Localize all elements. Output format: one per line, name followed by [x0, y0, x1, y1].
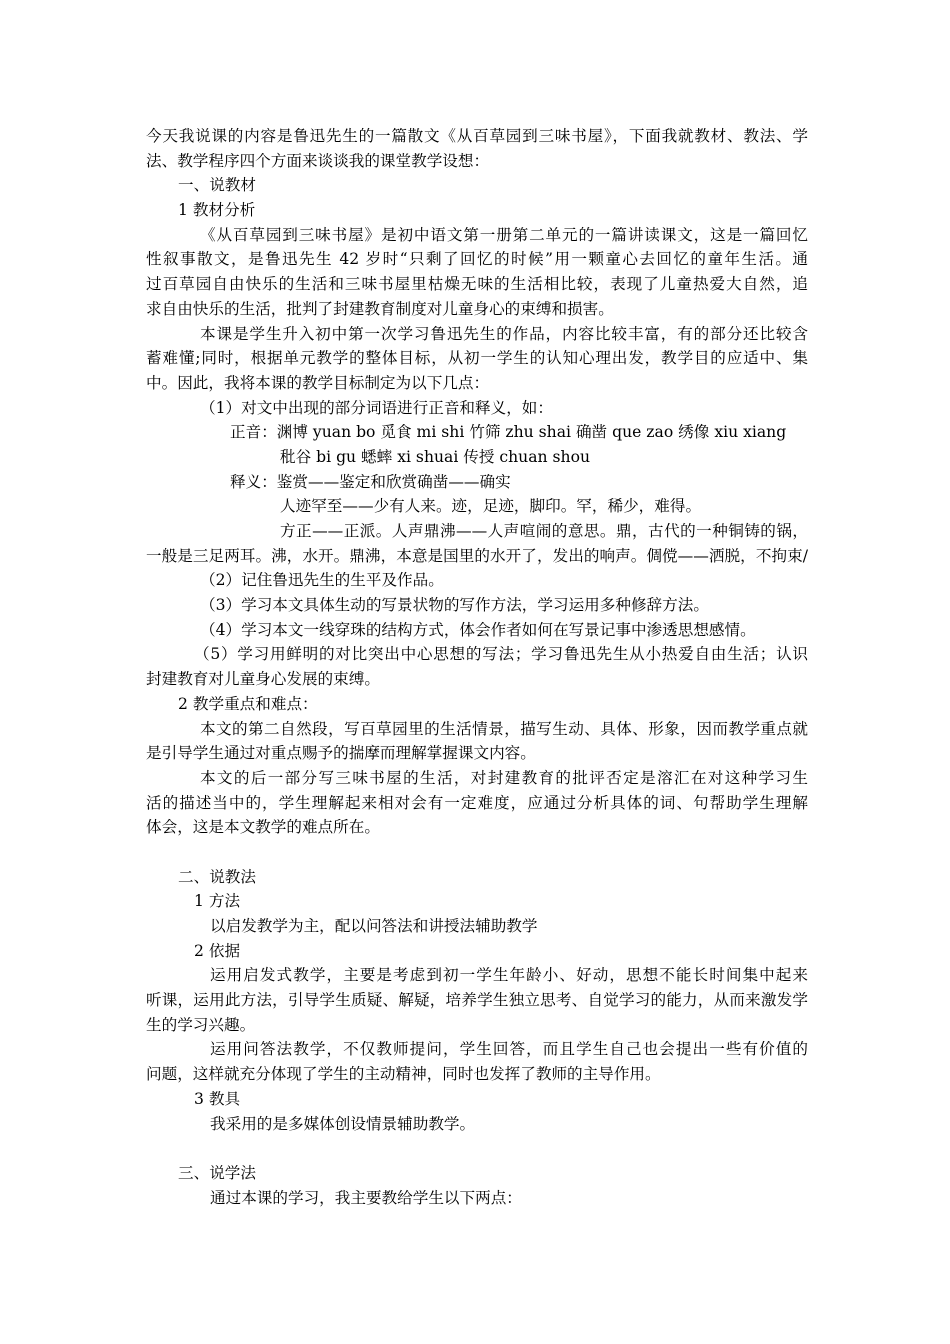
subsection-heading: 3 教具 [194, 1089, 241, 1108]
text-line: 秕谷 bi gu 蟋蟀 xi shuai 传授 chuan shou [280, 447, 591, 466]
text-line: 问题，这样就充分体现了学生的主动精神，同时也发挥了教师的主导作用。 [146, 1065, 661, 1084]
text-line: 生的学习兴趣。 [146, 1015, 256, 1034]
text-line: 运用启发式教学，主要是考虑到初一学生年龄小、好动，思想不能长时间集中起来 [210, 966, 808, 985]
list-item: （2）记住鲁迅先生的生平及作品。 [200, 571, 444, 590]
document-body [146, 124, 808, 1210]
text-line: 法、教学程序四个方面来谈谈我的课堂教学设想： [146, 151, 490, 170]
text-line: 本课是学生升入初中第一次学习鲁迅先生的作品，内容比较丰富，有的部分还比较含 [200, 324, 808, 343]
text-line: 性叙事散文，是鲁迅先生 42 岁时“只剩了回忆的时候”用一颗童心去回忆的童年生活。通 [146, 250, 808, 269]
text-line: 中。因此，我将本课的教学目标制定为以下几点： [146, 373, 490, 392]
blank-line [146, 1136, 808, 1161]
text-line: 运用问答法教学，不仅教师提问，学生回答，而且学生自己也会提出一些有价值的 [210, 1040, 808, 1059]
section-heading: 三、说学法 [178, 1163, 256, 1182]
text-line: 本文的后一部分写三味书屋的生活，对封建教育的批评否定是溶汇在对这种学习生 [200, 768, 808, 787]
subsection-heading: 2 教学重点和难点： [178, 694, 318, 713]
text-line: 方正——正派。人声鼎沸——人声喧闹的意思。鼎，古代的一种铜铸的锅， [280, 522, 808, 540]
text-line: 是引导学生通过对重点赐予的揣摩而理解掌握课文内容。 [146, 744, 536, 763]
text-line: 我采用的是多媒体创设情景辅助教学。 [210, 1114, 476, 1133]
list-item: （1）对文中出现的部分词语进行正音和释义，如： [200, 398, 553, 417]
text-line: 封建教育对儿童身心发展的束缚。 [146, 670, 380, 689]
text-line: 今天我说课的内容是鲁迅先生的一篇散文《从百草园到三味书屋》，下面我就教材、教法、学 [146, 127, 808, 145]
text-line: 人迹罕至——少有人来。迹，足迹，脚印。罕，稀少，难得。 [280, 497, 702, 516]
blank-line [146, 840, 808, 865]
text-line: 听课，运用此方法，引导学生质疑、解疑，培养学生独立思考、自觉学习的能力，从而来激发学 [146, 991, 808, 1010]
text-line: 过百草园自由快乐的生活和三味书屋里枯燥无味的生活相比较，表现了儿童热爱大自然，追 [146, 275, 808, 294]
list-item: （3）学习本文具体生动的写景状物的写作方法，学习运用多种修辞方法。 [200, 596, 709, 615]
text-line: 一般是三足两耳。沸，水开。鼎沸，本意是国里的水开了，发出的响声。倜傥——洒脱，不拘束/ [146, 546, 808, 565]
text-line: 活的描述当中的，学生理解起来相对会有一定难度，应通过分析具体的词、句帮助学生理解 [146, 793, 808, 812]
text-line: 体会，这是本文教学的难点所在。 [146, 818, 380, 837]
text-line: 通过本课的学习，我主要教给学生以下两点： [210, 1188, 522, 1207]
text-line: 释义：鉴赏——鉴定和欣赏确凿——确实 [230, 472, 511, 491]
list-item: （4）学习本文一线穿珠的结构方式，体会作者如何在写景记事中渗透思想感情。 [200, 620, 756, 639]
list-item: （5）学习用鲜明的对比突出中心思想的写法；学习鲁迅先生从小热爱自由生活；认识 [194, 645, 808, 664]
text-line: 蓄难懂;同时，根据单元教学的整体目标，从初一学生的认知心理出发，教学目的应适中、集 [146, 349, 808, 368]
section-heading: 一、说教材 [178, 176, 256, 195]
text-line: 正音：渊博 yuan bo 觅食 mi shi 竹筛 zhu shai 确凿 que zao 绣像 xiu xiang [230, 423, 787, 442]
section-heading: 二、说教法 [178, 867, 256, 886]
text-line: 《从百草园到三味书屋》是初中语文第一册第二单元的一篇讲读课文，这是一篇回忆 [200, 225, 808, 244]
text-line: 求自由快乐的生活，批判了封建教育制度对儿童身心的束缚和损害。 [146, 299, 614, 318]
subsection-heading: 1 教材分析 [178, 201, 256, 220]
subsection-heading: 2 依据 [194, 941, 241, 960]
subsection-heading: 1 方法 [194, 892, 241, 911]
text-line: 以启发教学为主，配以问答法和讲授法辅助教学 [210, 917, 538, 935]
text-line: 本文的第二自然段，写百草园里的生活情景，描写生动、具体、形象，因而教学重点就 [200, 719, 808, 738]
